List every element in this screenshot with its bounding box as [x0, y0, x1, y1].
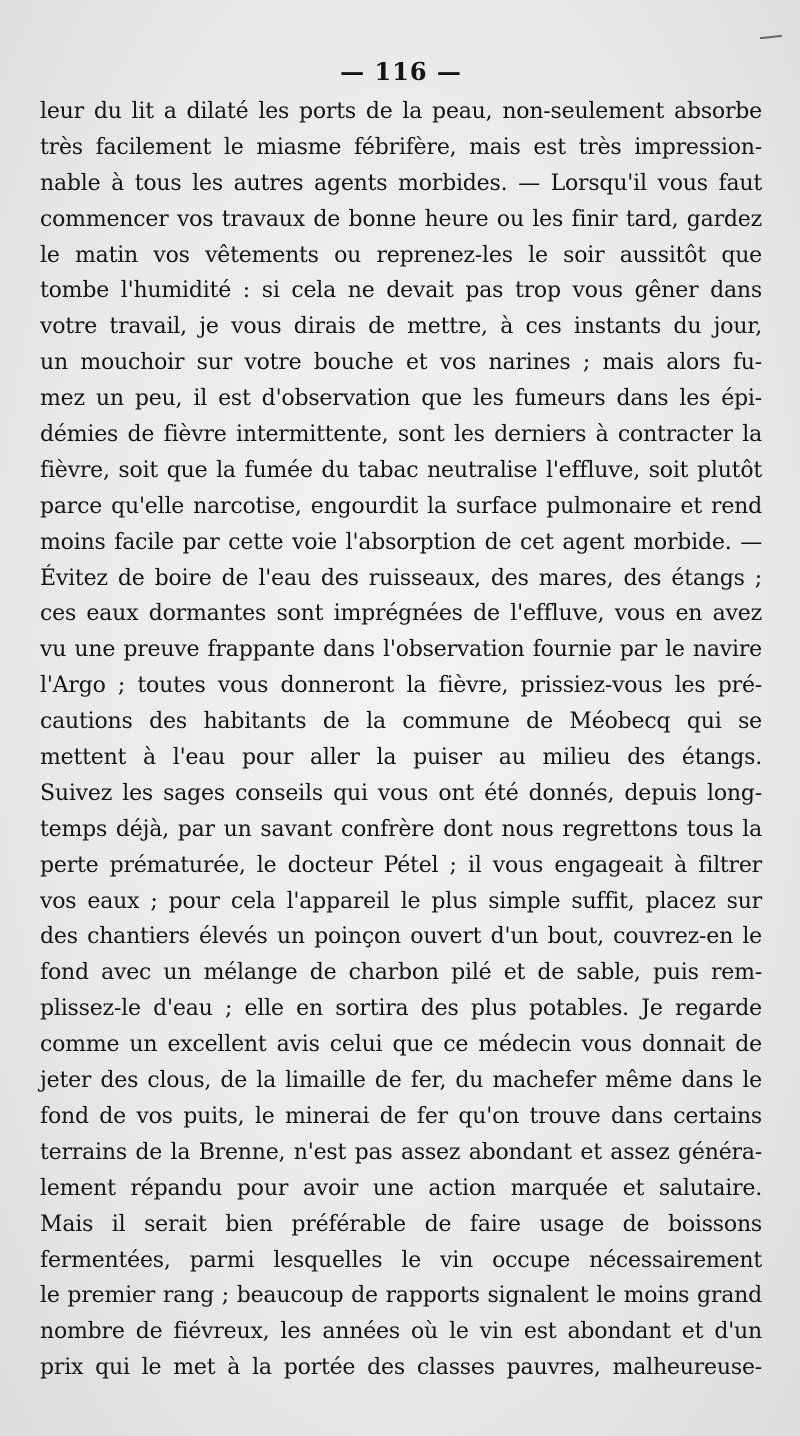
text-line: parce qu'elle narcotise, engourdit la surface pulmonaire et rend — [40, 493, 762, 519]
text-line: Évitez de boire de l'eau des ruisseaux, des mares, des étangs ; — [40, 565, 762, 591]
text-line: vos eaux ; pour cela l'appareil le plus simple suffit, placez sur — [40, 888, 762, 914]
text-line: mez un peu, il est d'observation que les fumeurs dans les épi- — [40, 386, 762, 412]
text-line: nable à tous les autres agents morbides. — Lorsqu'il vous faut — [40, 170, 762, 196]
text-line: l'Argo ; toutes vous donneront la fièvre, prissiez-vous les pré- — [40, 673, 762, 699]
text-line: votre travail, je vous dirais de mettre, à ces instants du jour, — [40, 314, 762, 340]
page-number: — 116 — — [340, 57, 462, 86]
text-line: lement répandu pour avoir une action marquée et salutaire. — [40, 1175, 762, 1201]
text-line: Suivez les sages conseils qui vous ont été donnés, depuis long- — [40, 780, 762, 806]
text-line: très facilement le miasme fébrifère, mais est très impression- — [40, 134, 762, 160]
text-line: plissez-le d'eau ; elle en sortira des plus potables. Je regarde — [40, 996, 762, 1022]
text-line: moins facile par cette voie l'absorption de cet agent morbide. — — [40, 529, 762, 555]
body-text — [40, 94, 762, 1386]
text-line: comme un excellent avis celui que ce médecin vous donnait de — [40, 1032, 762, 1058]
text-line: commencer vos travaux de bonne heure ou les finir tard, gardez — [40, 206, 762, 232]
text-line: nombre de fiévreux, les années où le vin est abondant et d'un — [40, 1319, 762, 1345]
text-line: mettent à l'eau pour aller la puiser au milieu des étangs. — [40, 745, 762, 771]
text-line: prix qui le met à la portée des classes pauvres, malheureuse- — [40, 1355, 762, 1381]
text-line: cautions des habitants de la commune de Méobecq qui se — [40, 709, 762, 735]
text-line: ces eaux dormantes sont imprégnées de l'effluve, vous en avez — [40, 601, 762, 627]
text-line: fermentées, parmi lesquelles le vin occupe nécessairement — [40, 1247, 762, 1273]
text-line: temps déjà, par un savant confrère dont nous regrettons tous la — [40, 816, 762, 842]
text-line: vu une preuve frappante dans l'observation fournie par le navire — [40, 637, 762, 663]
text-line: des chantiers élevés un poinçon ouvert d'un bout, couvrez-en le — [40, 924, 762, 950]
text-line: tombe l'humidité : si cela ne devait pas trop vous gêner dans — [40, 278, 762, 304]
text-line: perte prématurée, le docteur Pétel ; il vous engageait à filtrer — [40, 852, 762, 878]
text-line: démies de fièvre intermittente, sont les derniers à contracter la — [40, 422, 762, 448]
text-line: jeter des clous, de la limaille de fer, du machefer même dans le — [40, 1068, 762, 1094]
text-line: le premier rang ; beaucoup de rapports signalent le moins grand — [40, 1283, 762, 1309]
text-line: fièvre, soit que la fumée du tabac neutralise l'effluve, soit plutôt — [40, 457, 762, 483]
text-line: Mais il serait bien préférable de faire usage de boissons — [40, 1211, 762, 1237]
edge-mark — [760, 35, 782, 39]
text-line: leur du lit a dilaté les ports de la peau, non-seulement absorbe — [40, 99, 762, 124]
text-line: fond avec un mélange de charbon pilé et de sable, puis rem- — [40, 960, 762, 986]
text-line: terrains de la Brenne, n'est pas assez abondant et assez généra- — [40, 1139, 762, 1165]
text-line: fond de vos puits, le minerai de fer qu'on trouve dans certains — [40, 1103, 762, 1129]
text-line: le matin vos vêtements ou reprenez-les le soir aussitôt que — [40, 242, 762, 268]
text-line: un mouchoir sur votre bouche et vos narines ; mais alors fu- — [40, 350, 762, 376]
